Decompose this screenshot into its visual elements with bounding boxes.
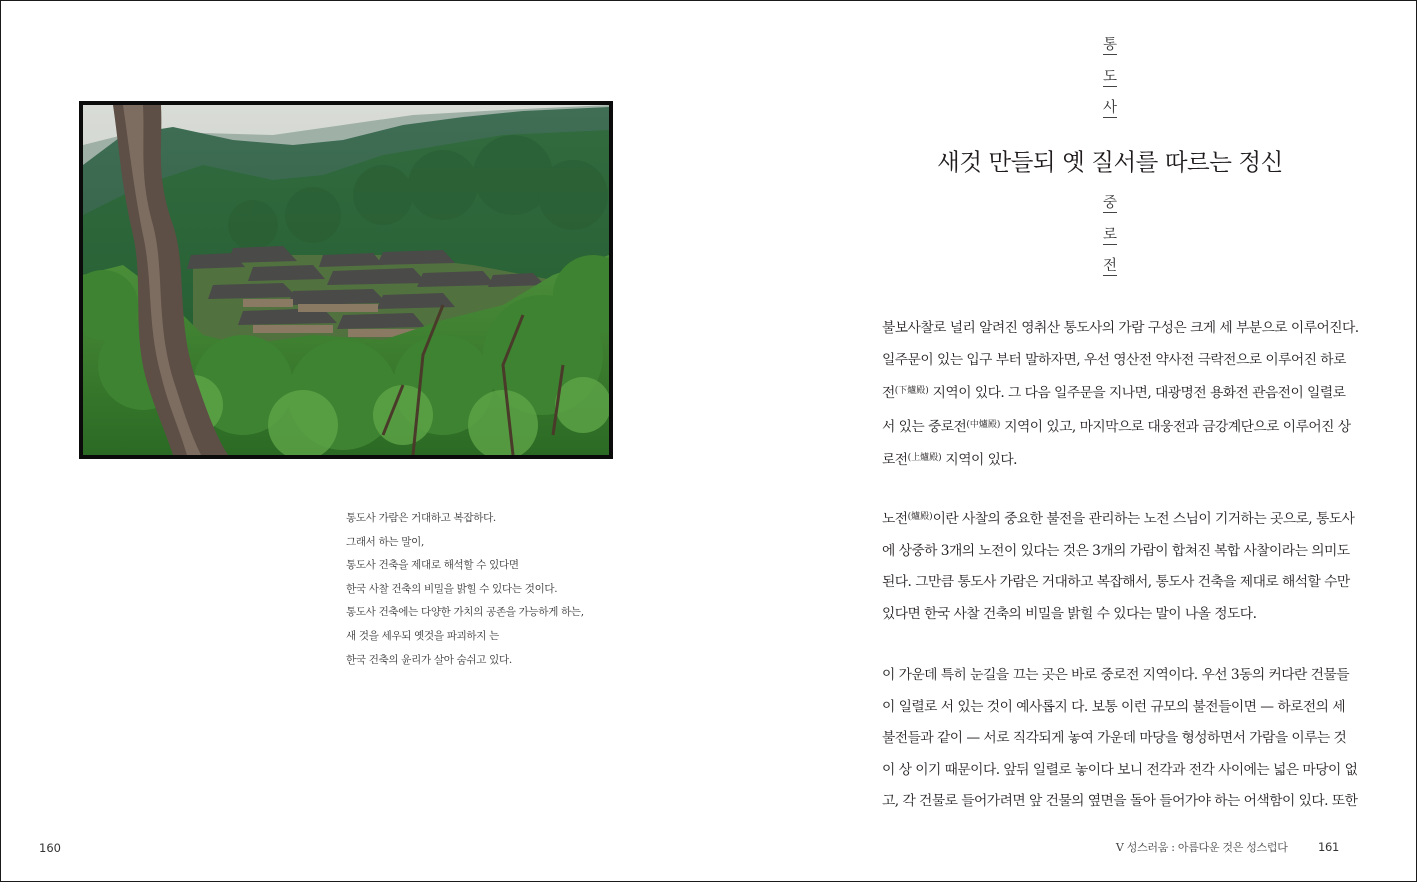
photo-caption — [346, 507, 626, 672]
body-text: 지역이 있다. 그 다음 일주문을 지나면, 대광명전 용화전 관음전이 일렬로 — [928, 385, 1346, 401]
body-paragraph-2 — [882, 502, 1355, 630]
section-name-char: 중 — [1102, 195, 1117, 211]
body-line: 일주문이 있는 입구 부터 말하자면, 우선 영산전 약사전 극락전으로 이루어진 하로 — [882, 351, 1346, 368]
body-line: 에 상중하 3개의 노전이 있다는 것은 3개의 가람이 합쳐진 복합 사찰이라는 의미도 — [882, 542, 1350, 559]
right-page-number: 161 — [1317, 840, 1339, 854]
body-line: 있다면 한국 사찰 건축의 비밀을 밝힐 수 있다는 말이 나올 정도다. — [882, 605, 1257, 622]
body-paragraph-1 — [882, 313, 1359, 477]
body-line: 불보사찰로 널리 알려진 영취산 통도사의 가람 구성은 크게 세 부분으로 이루어진다. — [882, 320, 1359, 336]
body-text: 지역이 있다. — [941, 452, 1017, 468]
temple-name-char: 도 — [1102, 68, 1117, 85]
body-text: 노전 — [882, 511, 908, 527]
hanja-annotation: (爐殿) — [907, 512, 933, 522]
body-line — [882, 376, 1346, 410]
section-name-vertical — [1100, 195, 1120, 290]
caption-line: 한국 사찰 건축의 비밀을 밝힐 수 있다는 것이다. — [346, 582, 558, 595]
caption-line: 새 것을 세우되 옛것을 파괴하지 는 — [346, 629, 499, 642]
body-line: 된다. 그만큼 통도사 가람은 거대하고 복잡해서, 통도사 건축을 제대로 해석할 수만 — [882, 574, 1350, 590]
body-text: 로전 — [882, 452, 908, 468]
section-name-char: 로 — [1102, 226, 1117, 243]
section-name-char: 전 — [1102, 258, 1117, 274]
hanja-annotation: (下爐殿) — [894, 386, 929, 396]
caption-line: 통도사 건축에는 다양한 가치의 공존을 가능하게 하는, — [346, 606, 584, 619]
temple-in-forest-photo-icon — [83, 105, 609, 455]
body-line: 이 일렬로 서 있는 것이 예사롭지 다. 보통 이런 규모의 불전들이면 — 하로전의 세 — [882, 698, 1346, 715]
temple-name-char: 사 — [1102, 100, 1117, 116]
temple-name-char: 통 — [1102, 37, 1117, 53]
body-line — [882, 502, 1355, 536]
caption-line: 통도사 가람은 거대하고 복잡하다. — [346, 512, 496, 524]
body-text: 이란 사찰의 중요한 불전을 관리하는 노전 스님이 기거하는 곳으로, 통도사 — [932, 511, 1355, 527]
body-text: 전 — [882, 385, 895, 401]
body-line: 이 상 이기 때문이다. 앞뒤 일렬로 놓이다 보니 전각과 전각 사이에는 넓은 마당이 없 — [882, 761, 1358, 778]
body-line: 이 가운데 특히 눈길을 끄는 곳은 바로 중로전 지역이다. 우선 3동의 커다란 건물들 — [882, 667, 1349, 683]
hanja-annotation: (中爐殿) — [966, 419, 1001, 430]
caption-line: 그래서 하는 말이, — [346, 535, 425, 548]
caption-line: 통도사 건축을 제대로 해석할 수 있다면 — [346, 559, 519, 572]
body-text: 서 있는 중로전 — [882, 418, 967, 435]
body-line: 고, 각 건물로 들어가려면 앞 건물의 옆면을 돌아 들어가야 하는 어색함이 있다. 또한 — [882, 793, 1358, 809]
running-head — [1116, 839, 1339, 855]
running-head-text: V 성스러움 : 아름다운 것은 성스럽다 — [1115, 841, 1288, 854]
caption-line: 한국 건축의 윤리가 살아 숨쉬고 있다. — [346, 653, 512, 666]
chapter-title: 새것 만들되 옛 질서를 따르는 정신 — [937, 148, 1283, 176]
temple-photo — [79, 101, 613, 459]
temple-name-vertical — [1100, 37, 1120, 132]
body-line — [882, 443, 1340, 477]
left-page-number: 160 — [39, 841, 61, 855]
body-line: 불전들과 같이 — 서로 직각되게 놓여 가운데 마당을 형성하면서 가람을 이루는 것 — [882, 730, 1347, 746]
body-line — [882, 410, 1351, 444]
hanja-annotation: (上爐殿) — [907, 453, 942, 463]
body-paragraph-3 — [882, 660, 1358, 818]
body-text: 지역이 있고, 마지막으로 대웅전과 금강계단으로 이루어진 상 — [1000, 418, 1351, 435]
